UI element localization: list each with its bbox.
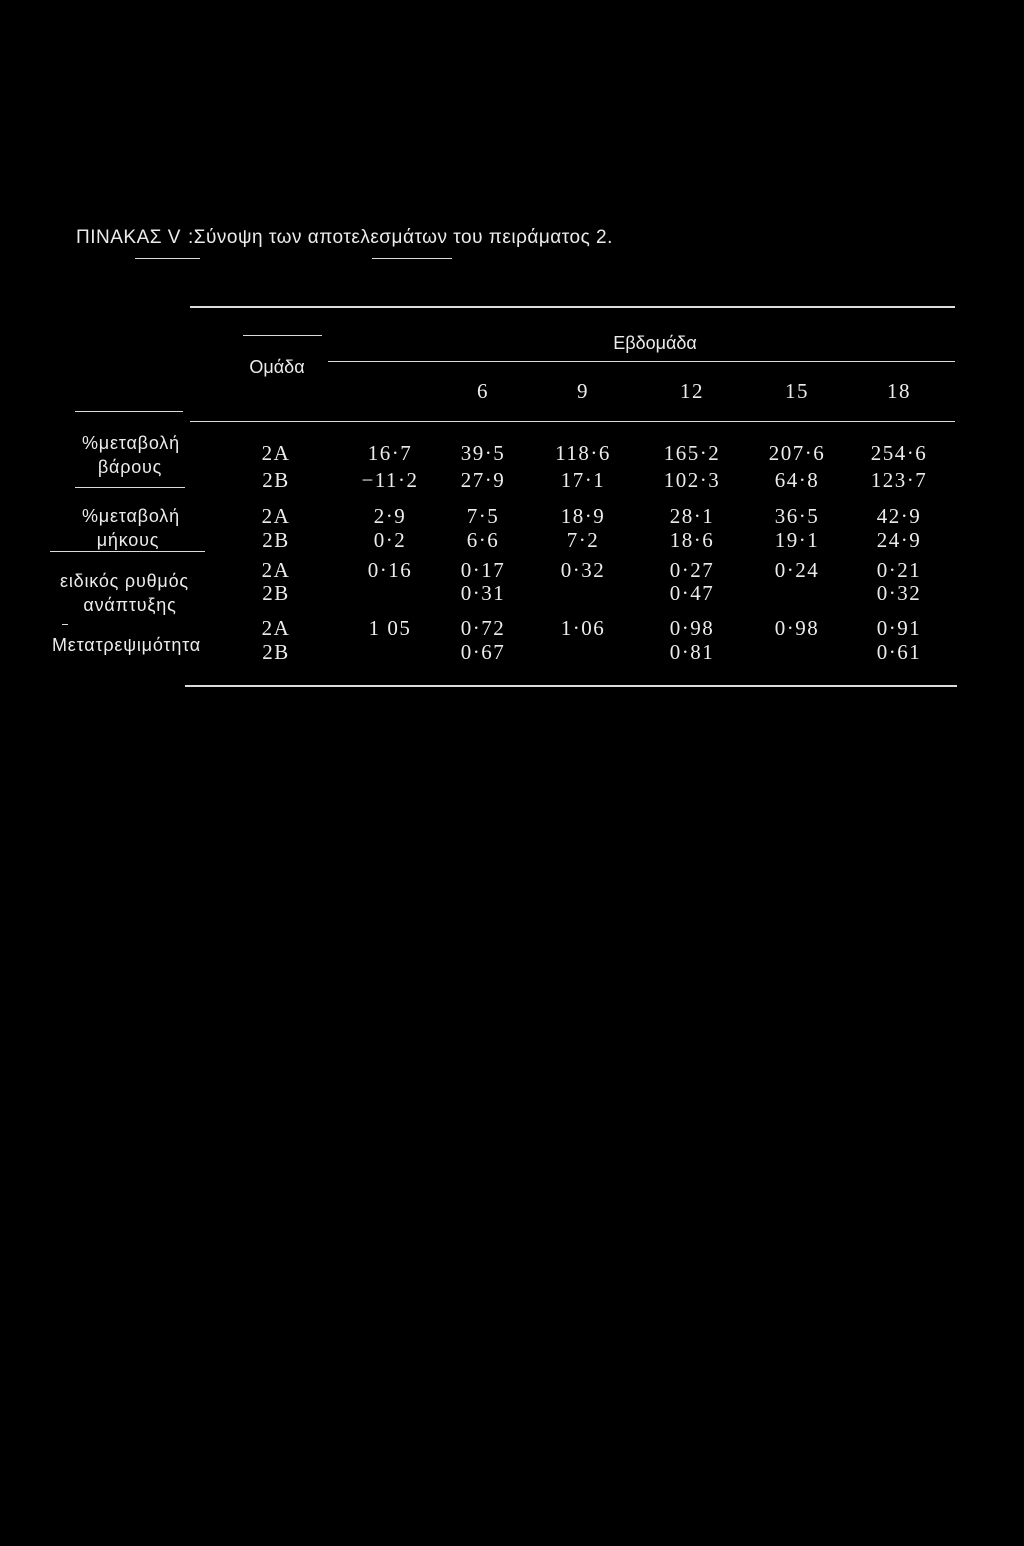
row-label-underline [75,487,185,488]
week-number: 18 [887,379,911,403]
row-label: ειδικός ρυθμός [60,571,189,591]
table-cell: 0·17 [460,558,506,582]
group-label: 2B [262,468,290,492]
group-label: 2A [261,558,291,582]
table-cell: 118·6 [555,441,611,465]
table-cell: 102·3 [663,468,721,492]
row-label: ανάπτυξης [83,595,177,615]
table-cell: 0·32 [560,558,606,582]
stray-dash-mark [62,624,68,625]
table-cell: 0·32 [876,581,922,605]
table-title-label: ΠΙΝΑΚΑΣ V [76,227,181,248]
week-column-header: Εβδομάδα [613,333,697,353]
group-label: 2B [262,581,290,605]
table-cell: 0·91 [876,616,922,640]
table-cell: 17·1 [560,468,606,492]
table-cell: 1·06 [560,616,606,640]
header-bottom-rule [190,421,955,422]
group-column-header: Ομάδα [249,357,305,377]
table-title-text: :Σύνοψη των αποτελεσμάτων του πειράματος 2. [188,227,613,248]
table-cell: 39·5 [460,441,506,465]
table-cell: 24·9 [876,528,922,552]
table-cell: 7·5 [466,504,500,528]
table-cell: 64·8 [774,468,820,492]
week-header-rule [328,361,955,362]
table-bottom-rule [185,685,957,687]
group-label: 2B [262,528,290,552]
table-cell: 0·81 [669,640,715,664]
row-label: Μετατρεψιμότητα [52,635,201,655]
table-cell: 42·9 [876,504,922,528]
row-label: βάρους [97,457,163,477]
table-cell: 207·6 [768,441,826,465]
group-label: 2A [261,616,291,640]
table-cell: 0·61 [876,640,922,664]
table-cell: 0·47 [669,581,715,605]
table-cell: 254·6 [870,441,928,465]
table-cell: 2·9 [373,504,407,528]
group-label: 2A [261,504,291,528]
table-cell: 28·1 [669,504,715,528]
week-number: 9 [577,379,589,403]
table-cell: 0·67 [460,640,506,664]
table-cell: 1 05 [368,616,412,640]
table-cell: 0·72 [460,616,506,640]
row-label: μήκους [96,530,160,550]
table-cell: 27·9 [460,468,506,492]
table-cell: 0·98 [669,616,715,640]
table-cell: 0·16 [367,558,413,582]
table-cell: −11·2 [361,468,419,492]
table-cell: 123·7 [870,468,928,492]
table-cell: 0·21 [876,558,922,582]
table-cell: 19·1 [774,528,820,552]
table-cell: 16·7 [367,441,413,465]
table-cell: 0·27 [669,558,715,582]
table-cell: 0·98 [774,616,820,640]
week-number: 12 [680,379,704,403]
group-header-rule [243,335,322,336]
table-cell: 0·2 [373,528,407,552]
table-cell: 36·5 [774,504,820,528]
row-label: %μεταβολή [82,433,180,453]
table-top-rule [190,306,955,308]
table-cell: 0·31 [460,581,506,605]
title-underline-left [135,258,200,259]
table-cell: 6·6 [466,528,500,552]
week-number: 15 [785,379,809,403]
week-number: 6 [477,379,489,403]
table-cell: 18·6 [669,528,715,552]
table-cell: 0·24 [774,558,820,582]
group-label: 2A [261,441,291,465]
table-cell: 18·9 [560,504,606,528]
table-cell: 165·2 [663,441,721,465]
row-label: %μεταβολή [82,506,180,526]
table-cell: 7·2 [566,528,600,552]
title-underline-right [372,258,452,259]
label-column-rule [75,411,183,412]
group-label: 2B [262,640,290,664]
